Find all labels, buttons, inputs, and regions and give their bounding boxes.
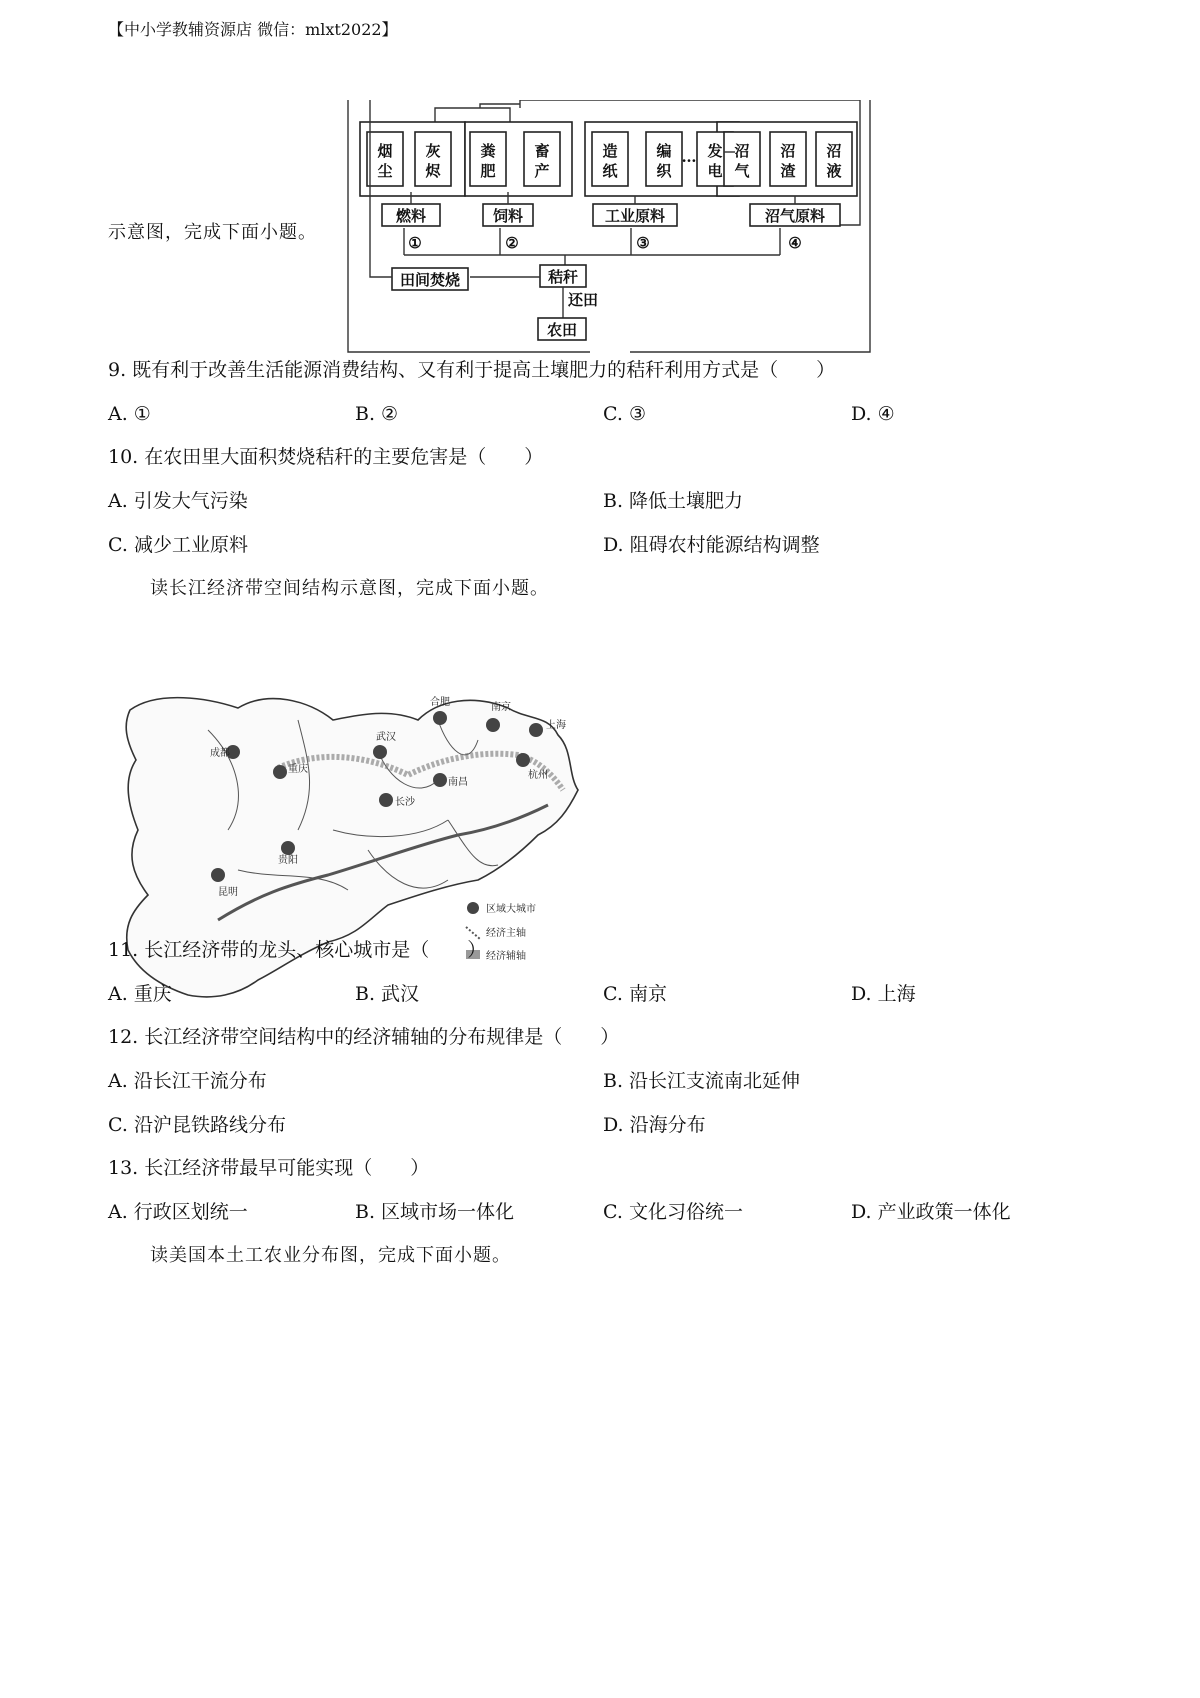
label-biogas-material: 沼气原料 [764,207,826,225]
label-slurry-1: 沼 [826,142,842,160]
label-changsha: 长沙 [395,797,415,808]
label-biogas-2: 气 [734,162,750,180]
q11-option-d[interactable]: D. 上海 [851,983,916,1005]
question-12-stem: 12. 长江经济带空间结构中的经济辅轴的分布规律是（ ） [108,1026,620,1048]
label-ellipsis: … [681,148,697,166]
city-kunming [211,868,225,882]
label-ash-1: 灰 [425,142,441,160]
legend-aux: 经济辅轴 [486,951,526,962]
label-return: 还田 [568,291,599,309]
route-1: ① [408,234,422,252]
label-chengdu: 成都 [210,748,230,759]
label-feed: 饲料 [492,207,524,225]
page-header: 【中小学教辅资源店 微信：mlxt2022】 [108,20,398,39]
q9-option-c[interactable]: C. ③ [603,403,646,425]
label-hangzhou: 杭州 [528,770,548,781]
label-smoke-2: 尘 [377,162,393,180]
label-paper-1: 造 [602,142,618,160]
label-power-1: 发 [707,142,723,160]
city-nanchang [433,773,447,787]
label-chongqing: 重庆 [288,764,308,775]
q9-option-b[interactable]: B. ② [355,403,399,425]
q11-option-a[interactable]: A. 重庆 [108,983,172,1005]
label-manure-1: 粪 [480,142,496,160]
label-field: 农田 [546,321,578,339]
city-shanghai [529,723,543,737]
intro-yangtze: 读长江经济带空间结构示意图，完成下面小题。 [150,578,549,599]
q9-option-a[interactable]: A. ① [108,403,151,425]
straw-use-diagram [340,100,940,370]
route-2: ② [505,234,519,252]
label-kunming: 昆明 [218,887,238,898]
city-changsha [379,793,393,807]
question-9-stem: 9. 既有利于改善生活能源消费结构、又有利于提高土壤肥力的秸秆利用方式是（ ） [108,359,836,381]
label-power-2: 电 [707,162,723,180]
q11-option-b[interactable]: B. 武汉 [355,983,420,1005]
label-residue-2: 渣 [780,162,796,180]
question-10-stem: 10. 在农田里大面积焚烧秸秆的主要危害是（ ） [108,446,544,468]
city-hangzhou [516,753,530,767]
label-slurry-2: 液 [826,162,842,180]
q12-option-b[interactable]: B. 沿长江支流南北延伸 [603,1070,801,1092]
city-nanjing [486,718,500,732]
label-livestock-1: 畜 [534,142,550,160]
legend-city-icon [467,902,479,914]
q9-option-d[interactable]: D. ④ [851,403,895,425]
city-wuhan [373,745,387,759]
route-numbers [408,234,801,252]
city-hefei [433,711,447,725]
label-manure-2: 肥 [480,162,496,180]
q13-option-a[interactable]: A. 行政区划统一 [108,1201,248,1223]
mid-row [382,204,840,226]
label-paper-2: 纸 [602,162,618,180]
label-residue-1: 沼 [780,142,796,160]
label-nanchang: 南昌 [448,777,468,788]
label-smoke-1: 烟 [377,142,393,160]
label-biogas-1: 沼 [734,142,750,160]
q11-option-c[interactable]: C. 南京 [603,983,667,1005]
question-13-stem: 13. 长江经济带最早可能实现（ ） [108,1157,430,1179]
q10-option-c[interactable]: C. 减少工业原料 [108,534,248,556]
label-industrial: 工业原料 [604,207,666,225]
label-straw: 秸秆 [547,268,579,286]
question-11-stem: 11. 长江经济带的龙头、核心城市是（ ） [108,939,487,961]
q10-option-a[interactable]: A. 引发大气污染 [108,490,248,512]
q10-option-b[interactable]: B. 降低土壤肥力 [603,490,744,512]
city-guiyang [281,841,295,855]
q13-option-c[interactable]: C. 文化习俗统一 [603,1201,743,1223]
q12-option-d[interactable]: D. 沿海分布 [603,1114,706,1136]
legend-city: 区域大城市 [486,904,536,915]
label-shanghai: 上海 [546,720,566,731]
route-3: ③ [636,234,650,252]
label-nanjing: 南京 [491,702,511,713]
label-livestock-2: 产 [534,162,550,180]
q10-option-d[interactable]: D. 阻碍农村能源结构调整 [603,534,820,556]
legend-main: 经济主轴 [486,928,526,939]
label-wuhan: 武汉 [376,732,396,743]
label-burn: 田间焚烧 [399,271,461,289]
label-weave-1: 编 [656,142,672,160]
q13-option-d[interactable]: D. 产业政策一体化 [851,1201,1011,1223]
label-hefei: 合肥 [430,697,450,708]
label-ash-2: 烬 [425,162,441,180]
route-4: ④ [788,234,802,252]
city-chongqing [273,765,287,779]
diagram-caption-tail: 示意图，完成下面小题。 [108,222,317,243]
label-guiyang: 贵阳 [278,855,298,866]
intro-usa: 读美国本土工农业分布图，完成下面小题。 [150,1245,511,1266]
label-weave-2: 织 [656,162,672,180]
q13-option-b[interactable]: B. 区域市场一体化 [355,1201,515,1223]
q12-option-a[interactable]: A. 沿长江干流分布 [108,1070,267,1092]
q12-option-c[interactable]: C. 沿沪昆铁路线分布 [108,1114,286,1136]
label-fuel: 燃料 [395,207,427,225]
